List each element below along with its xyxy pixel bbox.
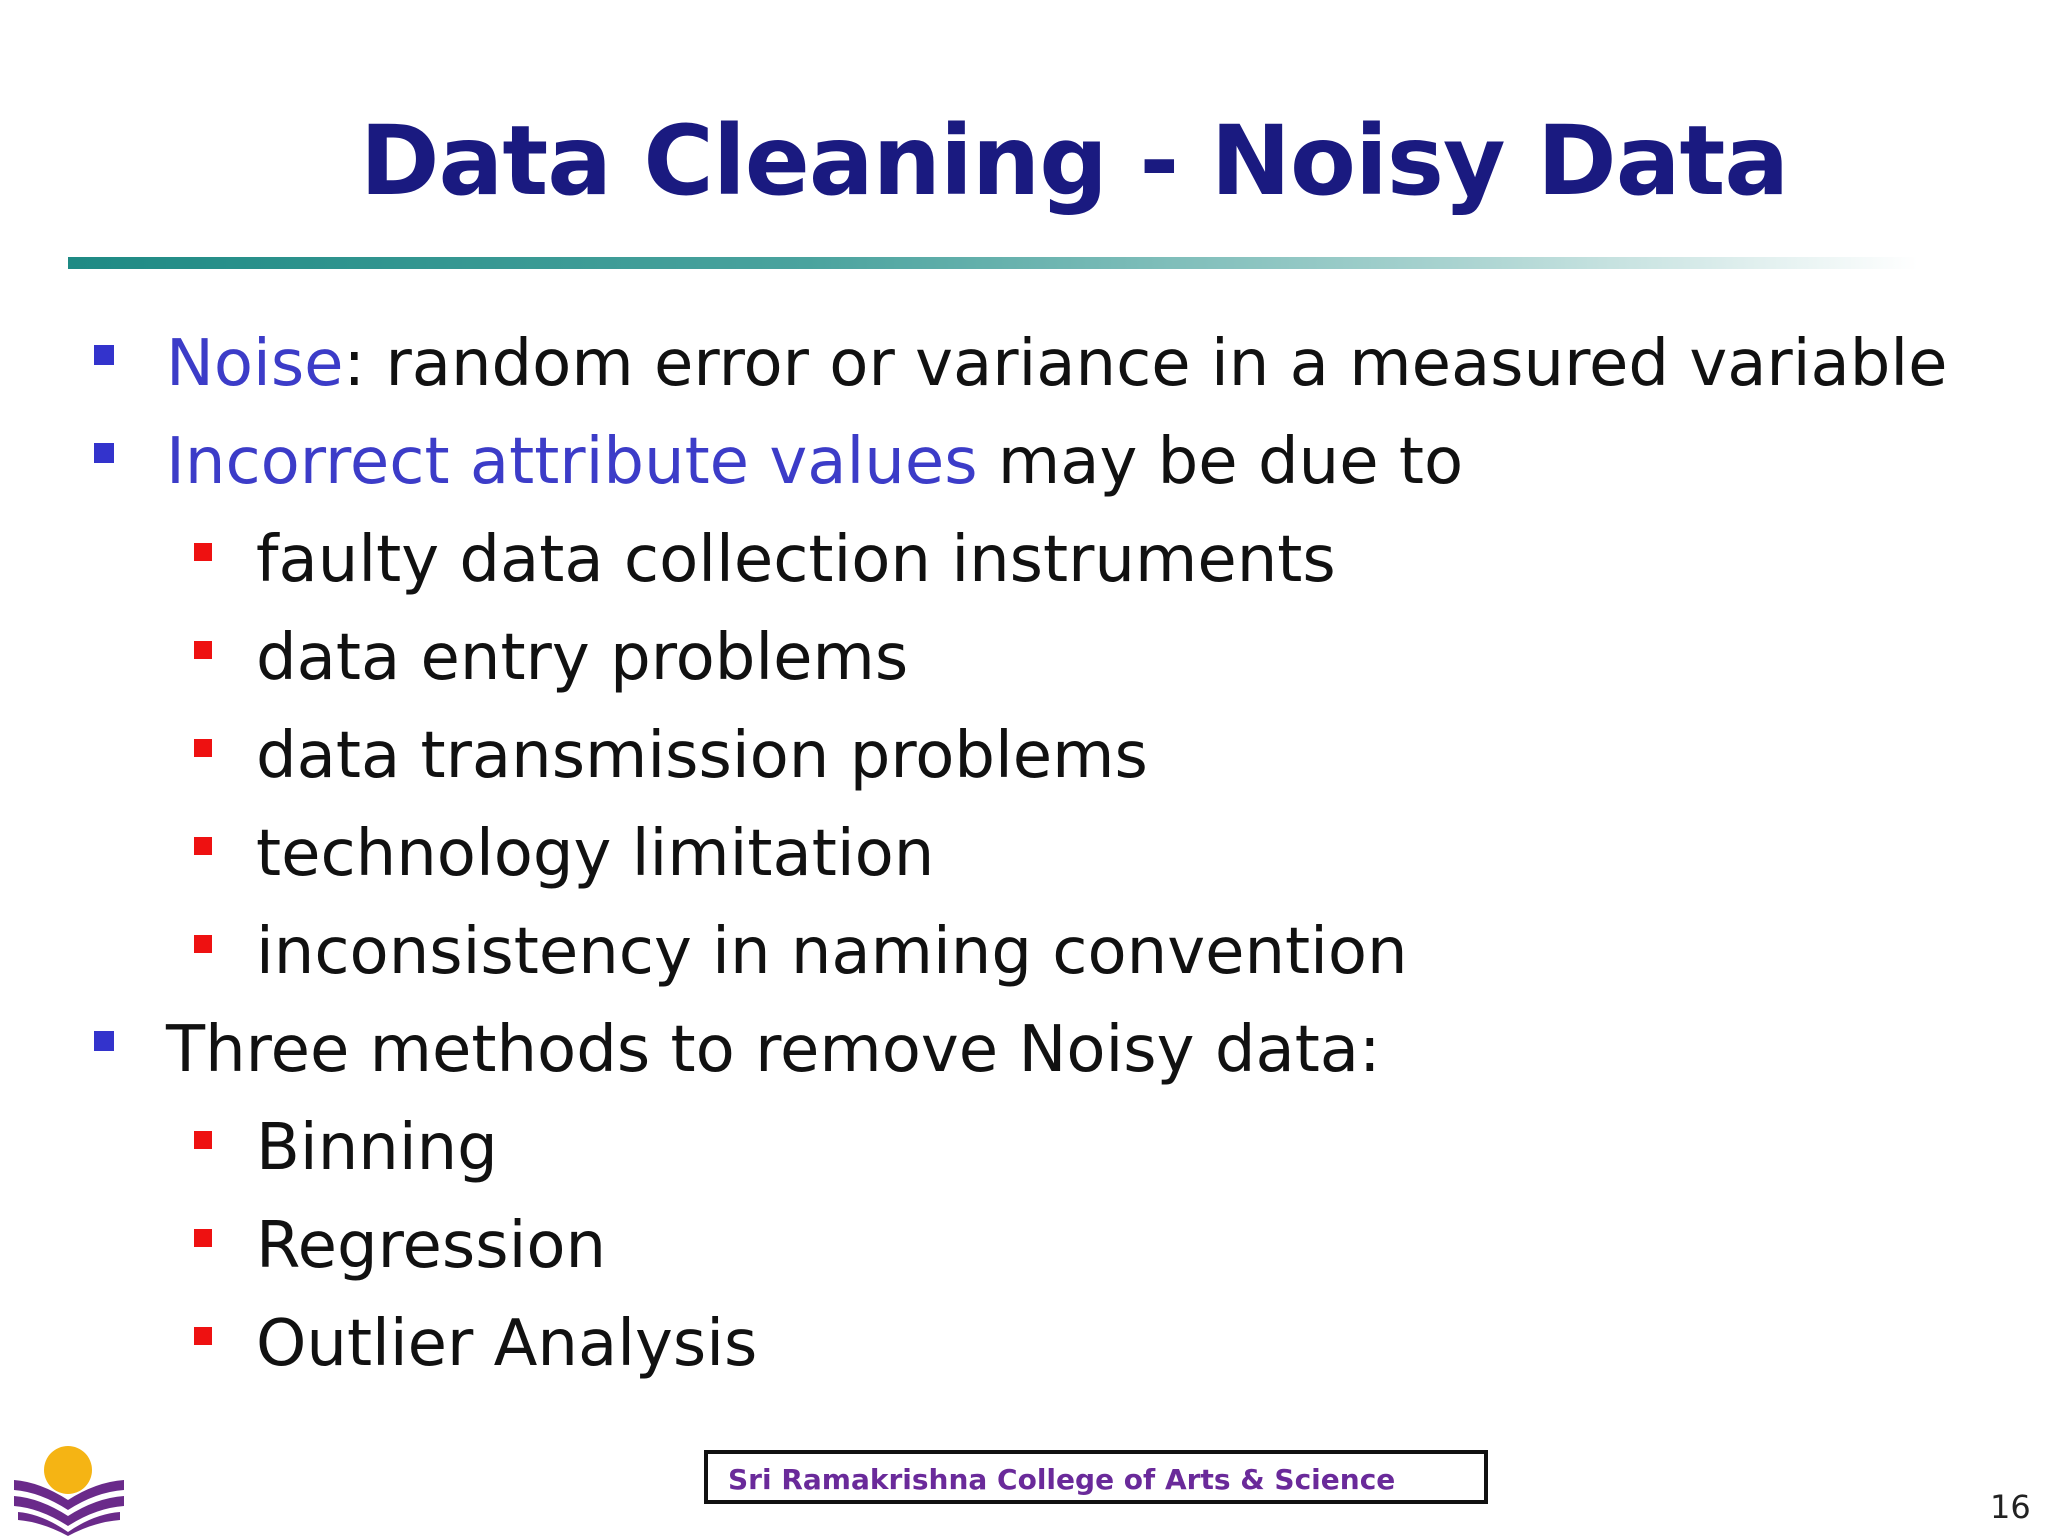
- sub-bullet-square-icon: [194, 1229, 212, 1247]
- page-number: 16: [1990, 1488, 2031, 1526]
- sub-bullet-square-icon: [194, 837, 212, 855]
- sub-bullet-text: data entry problems: [256, 621, 909, 695]
- bullet-text-rest: : random error or variance in a measured variable: [343, 327, 1948, 401]
- sub-bullet-square-icon: [194, 1131, 212, 1149]
- bullet-text: [166, 327, 1948, 401]
- term-highlight: Noise: [166, 327, 344, 401]
- sub-bullet-square-icon: [194, 739, 212, 757]
- bullet-text: [166, 425, 1464, 499]
- sub-bullet-square-icon: [194, 1327, 212, 1345]
- slide-title: Data Cleaning - Noisy Data: [359, 105, 1789, 217]
- sub-bullet-text: technology limitation: [256, 817, 935, 891]
- sub-bullet-text: faulty data collection instruments: [256, 523, 1336, 597]
- bullet-text: Three methods to remove Noisy data:: [166, 1013, 1381, 1087]
- sub-bullet-text: inconsistency in naming convention: [256, 915, 1408, 989]
- sub-bullet-text: Outlier Analysis: [256, 1307, 758, 1381]
- sub-bullet-text: data transmission problems: [256, 719, 1148, 793]
- footer-text: Sri Ramakrishna College of Arts & Science: [728, 1463, 1396, 1496]
- college-logo-icon: [10, 1440, 130, 1536]
- sub-bullet-text: Binning: [256, 1111, 498, 1185]
- bullet-square-icon: [94, 443, 114, 463]
- term-highlight: Incorrect attribute values: [166, 425, 978, 499]
- sub-bullet-square-icon: [194, 543, 212, 561]
- sub-bullet-square-icon: [194, 935, 212, 953]
- footer-banner: [704, 1450, 1488, 1504]
- sub-bullet-text: Regression: [256, 1209, 607, 1283]
- bullet-text-rest: may be due to: [977, 425, 1464, 499]
- sub-bullet-square-icon: [194, 641, 212, 659]
- bullet-square-icon: [94, 345, 114, 365]
- bullet-square-icon: [94, 1031, 114, 1051]
